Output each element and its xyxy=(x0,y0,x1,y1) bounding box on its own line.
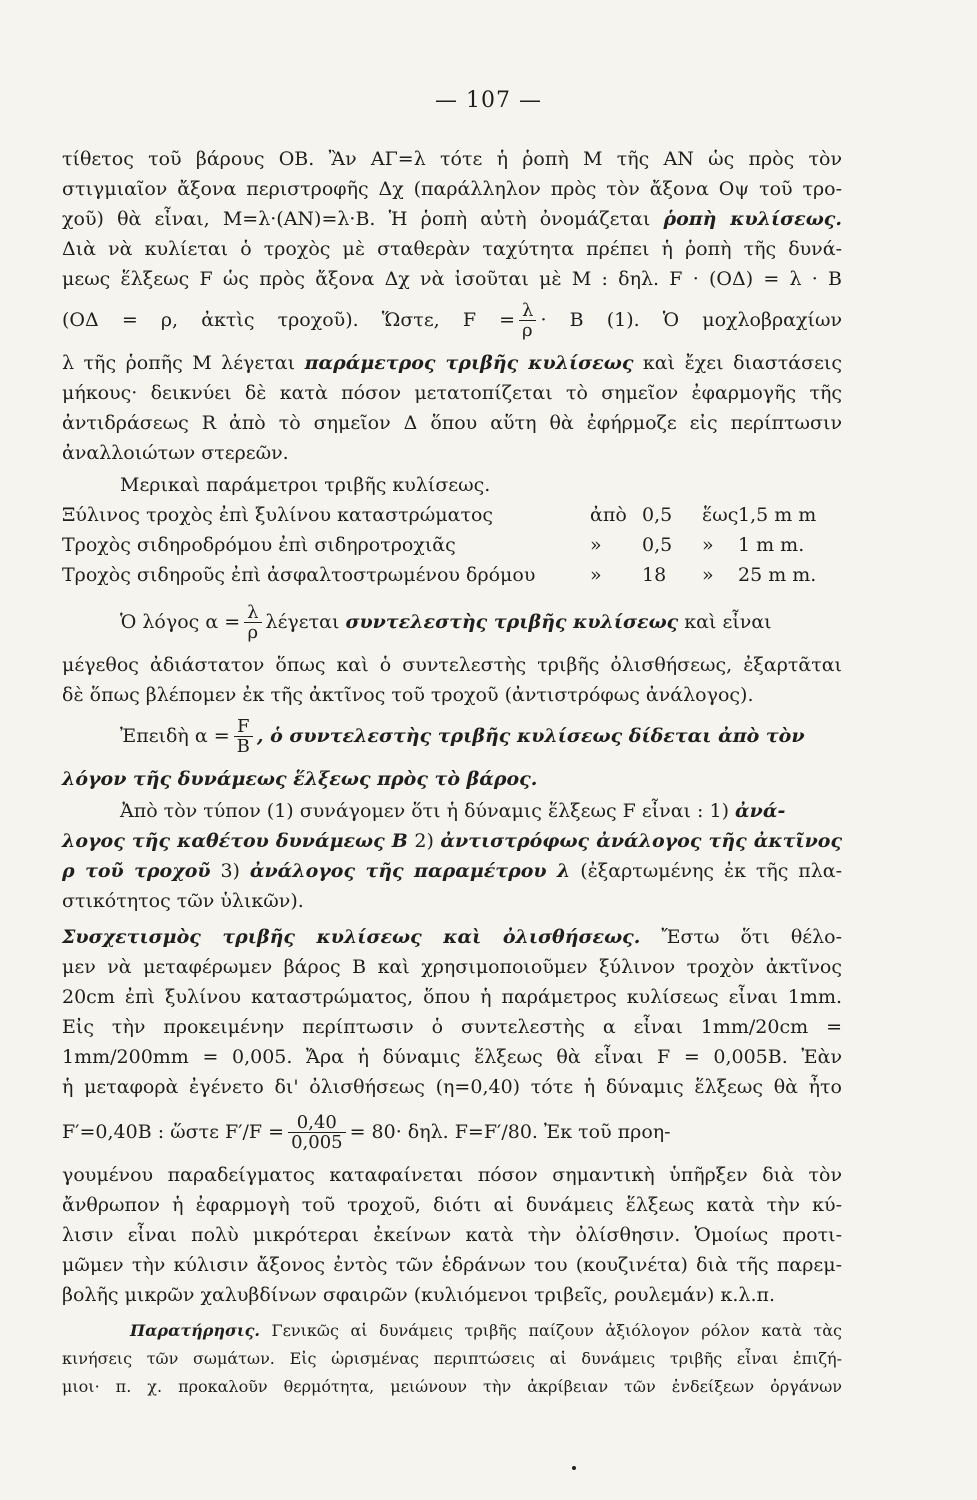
text-line: ἡ μεταφορὰ ἐγένετο δι' ὀλισθήσεως (η=0,40) τότε ἡ δύναμις ἕλξεως θὰ ἦτο xyxy=(62,1076,842,1098)
fraction-denominator: Β xyxy=(234,736,253,756)
table-cell: » xyxy=(702,564,714,586)
text-line: τίθετος τοῦ βάρους ΟΒ. Ἂν ΑΓ=λ τότε ἡ ῥοπὴ Μ τῆς ΑΝ ὡς πρὸς τὸν xyxy=(62,148,842,170)
table-cell: 1 m m. xyxy=(738,534,805,556)
text-span: = 80· δηλ. F=F′/80. Ἐκ τοῦ προη- xyxy=(349,1121,671,1143)
text-span: χοῦ) θὰ εἶναι, Μ=λ·(ΑΝ)=λ·Β. Ἡ ῥοπὴ αὐτὴ ὀνομάζεται xyxy=(62,208,651,230)
text-line: γουμένου παραδείγματος καταφαίνεται πόσον σημαντικὴ ὑπῆρξεν διὰ τὸν xyxy=(62,1164,842,1186)
table-cell: 0,5 xyxy=(642,534,673,556)
fraction-numerator: λ xyxy=(247,602,259,623)
table-cell: 18 xyxy=(642,564,667,586)
note-line: μιοι· π. χ. προκαλοῦν θερμότητα, μειώνουν τὴν ἀκρίβειαν τῶν ἐνδείξεων ὀργάνων xyxy=(62,1377,842,1396)
text-span: Ὁ λόγος α = xyxy=(120,611,241,633)
fraction xyxy=(234,718,253,756)
table-cell: Τροχὸς σιδηροδρόμου ἐπὶ σιδηροτροχιᾶς xyxy=(62,534,456,556)
text-span: Ἀπὸ τὸν τύπον (1) συνάγομεν ὅτι ἡ δύναμις ἕλξεως F εἶναι : 1) xyxy=(120,800,729,822)
text-line: βολῆς μικρῶν χαλυβδίνων σφαιρῶν (κυλιόμενοι τριβεῖς, ρουλεμάν) κ.λ.π. xyxy=(62,1284,776,1306)
ink-dot xyxy=(572,1466,576,1470)
term-rolling-parameter: παράμετρος τριβῆς κυλίσεως xyxy=(304,352,634,374)
text-line xyxy=(62,348,842,378)
text-span: καὶ ἔχει διαστάσεις xyxy=(642,352,843,374)
text-line xyxy=(120,604,842,642)
text-line: μεν νὰ μεταφέρωμεν βάρος Β καὶ χρησιμοποιοῦμεν ξύλινον τροχὸν ἀκτῖνος xyxy=(62,956,842,978)
text-span: λέγεται xyxy=(265,611,340,633)
text-line xyxy=(120,796,842,826)
text-line: λόγον τῆς δυνάμεως ἕλξεως πρὸς τὸ βάρος. xyxy=(62,768,538,790)
text-span: ἀνάλογος τῆς παραμέτρου λ xyxy=(249,860,571,882)
text-span: 3) xyxy=(220,860,240,882)
text-span: Ἔστω ὅτι θέλο- xyxy=(661,926,843,948)
text-span: Γενικῶς αἱ δυνάμεις τριβῆς παίζουν ἀξιόλογον ρόλον κατὰ τὰς xyxy=(271,1321,842,1340)
section-heading: Συσχετισμὸς τριβῆς κυλίσεως καὶ ὀλισθήσεως. xyxy=(62,926,641,948)
text-span: Ἐπειδὴ α = xyxy=(120,725,230,747)
text-span: 2) xyxy=(414,830,434,852)
text-span: λ τῆς ῥοπῆς Μ λέγεται xyxy=(62,352,296,374)
text-line: λισιν εἶναι πολὺ μικρότεραι ἐκείνων κατὰ τὴν ὀλίσθησιν. Ὁμοίως προτι- xyxy=(62,1224,842,1246)
text-span: (ΟΔ = ρ, ἀκτὶς τροχοῦ). Ὥστε, F = xyxy=(62,309,516,331)
text-line xyxy=(62,1114,842,1152)
text-span: ἀνά- xyxy=(735,800,786,822)
table-cell: ἕως xyxy=(702,504,739,526)
text-line: ἄνθρωπον ἡ ἐφαρμογὴ τοῦ τροχοῦ, διότι αἱ δυνάμεις ἕλξεως κατὰ τὴν κύ- xyxy=(62,1194,842,1216)
text-line: στιγμιαῖον ἄξονα περιστροφῆς Δχ (παράλληλον πρὸς τὸν ἄξονα Οψ τοῦ τρο- xyxy=(62,178,842,200)
text-line: μέγεθος ἀδιάστατον ὅπως καὶ ὁ συντελεστὴς τριβῆς ὀλισθήσεως, ἐξαρτᾶται xyxy=(62,654,842,676)
fraction-numerator: F xyxy=(237,716,250,737)
text-span: (ἐξαρτωμένης ἐκ τῆς πλα- xyxy=(580,860,842,882)
text-line: στικότητος τῶν ὑλικῶν). xyxy=(62,890,304,912)
text-line: μῶμεν τὴν κύλισιν ἄξονος ἐντὸς τῶν ἑδράνων του (κουζινέτα) διὰ τῆς παρεμ- xyxy=(62,1254,842,1276)
text-line: Μερικαὶ παράμετροι τριβῆς κυλίσεως. xyxy=(120,474,491,496)
fraction-numerator: 0,40 xyxy=(296,1112,337,1133)
text-span: ἀντιστρόφως ἀνάλογος τῆς ἀκτῖνος xyxy=(440,830,843,852)
fraction xyxy=(519,302,536,340)
text-span: λογος τῆς καθέτου δυνάμεως Β xyxy=(62,830,408,852)
table-cell: Ξύλινος τροχὸς ἐπὶ ξυλίνου καταστρώματος xyxy=(62,504,494,526)
text-line: 20cm ἐπὶ ξυλίνου καταστρώματος, ὅπου ἡ παράμετρος κυλίσεως εἶναι 1mm. xyxy=(62,986,842,1008)
text-line: ἀναλλοιώτων στερεῶν. xyxy=(62,442,289,464)
fraction-numerator: λ xyxy=(522,300,534,321)
text-line: μήκους· δεικνύει δὲ κατὰ πόσον μετατοπίζεται τὸ σημεῖον ἐφαρμογῆς τῆς xyxy=(62,382,842,404)
text-line xyxy=(62,204,842,234)
text-line: ἀντιδράσεως R ἀπὸ τὸ σημεῖον Δ ὅπου αὕτη θὰ ἐφήρμοζε εἰς περίπτωσιν xyxy=(62,412,842,434)
fraction-denominator: ρ xyxy=(519,320,536,340)
text-line: Διὰ νὰ κυλίεται ὁ τροχὸς μὲ σταθερὰν ταχύτητα πρέπει ἡ ῥοπὴ τῆς δυνά- xyxy=(62,238,842,260)
page-number: — 107 — xyxy=(435,88,542,113)
note-line xyxy=(130,1316,842,1346)
term-rolling-coefficient: συντελεστὴς τριβῆς κυλίσεως xyxy=(345,611,679,633)
table-cell: » xyxy=(702,534,714,556)
text-line xyxy=(62,302,842,340)
table-cell: 1,5 m m xyxy=(738,504,817,526)
text-line xyxy=(120,718,842,756)
table-cell: Τροχὸς σιδηροῦς ἐπὶ ἀσφαλτοστρωμένου δρόμου xyxy=(62,564,536,586)
table-cell: 25 m m. xyxy=(738,564,817,586)
fraction xyxy=(288,1114,346,1152)
fraction-denominator: ρ xyxy=(244,622,261,642)
term-rolling-moment: ῥοπὴ κυλίσεως. xyxy=(663,208,842,230)
note-label: Παρατήρησις. xyxy=(130,1321,260,1340)
text-span: , ὁ συντελεστὴς τριβῆς κυλίσεως δίδεται ἀπὸ τὸν xyxy=(256,725,805,747)
text-line: μεως ἕλξεως F ὡς πρὸς ἄξονα Δχ νὰ ἰσοῦται μὲ Μ : δηλ. F · (ΟΔ) = λ · Β xyxy=(62,268,842,290)
text-line xyxy=(62,856,842,886)
fraction xyxy=(244,604,261,642)
text-line: 1mm/200mm = 0,005. Ἄρα ἡ δύναμις ἕλξεως θὰ εἶναι F = 0,005Β. Ἐὰν xyxy=(62,1046,842,1068)
text-line xyxy=(62,922,842,952)
text-span: καὶ εἶναι xyxy=(684,611,772,633)
text-line: δὲ ὅπως βλέπομεν ἐκ τῆς ἀκτῖνος τοῦ τροχοῦ (ἀντιστρόφως ἀνάλογος). xyxy=(62,684,754,706)
text-line: Εἰς τὴν προκειμένην περίπτωσιν ὁ συντελεστὴς α εἶναι 1mm/20cm = xyxy=(62,1016,842,1038)
note-line: κινήσεις τῶν σωμάτων. Εἰς ὡρισμένας περιπτώσεις αἱ δυνάμεις τριβῆς εἶναι ἐπιζή- xyxy=(62,1349,842,1368)
table-cell: » xyxy=(590,534,602,556)
text-span: · Β (1). Ὁ μοχλοβραχίων xyxy=(540,309,842,331)
table-cell: » xyxy=(590,564,602,586)
table-cell: ἀπὸ xyxy=(590,504,627,526)
text-line xyxy=(62,826,842,856)
text-span: F′=0,40Β : ὥστε F′/F = xyxy=(62,1121,285,1143)
text-span: ρ τοῦ τροχοῦ xyxy=(62,860,211,882)
fraction-denominator: 0,005 xyxy=(288,1132,346,1152)
table-cell: 0,5 xyxy=(642,504,673,526)
